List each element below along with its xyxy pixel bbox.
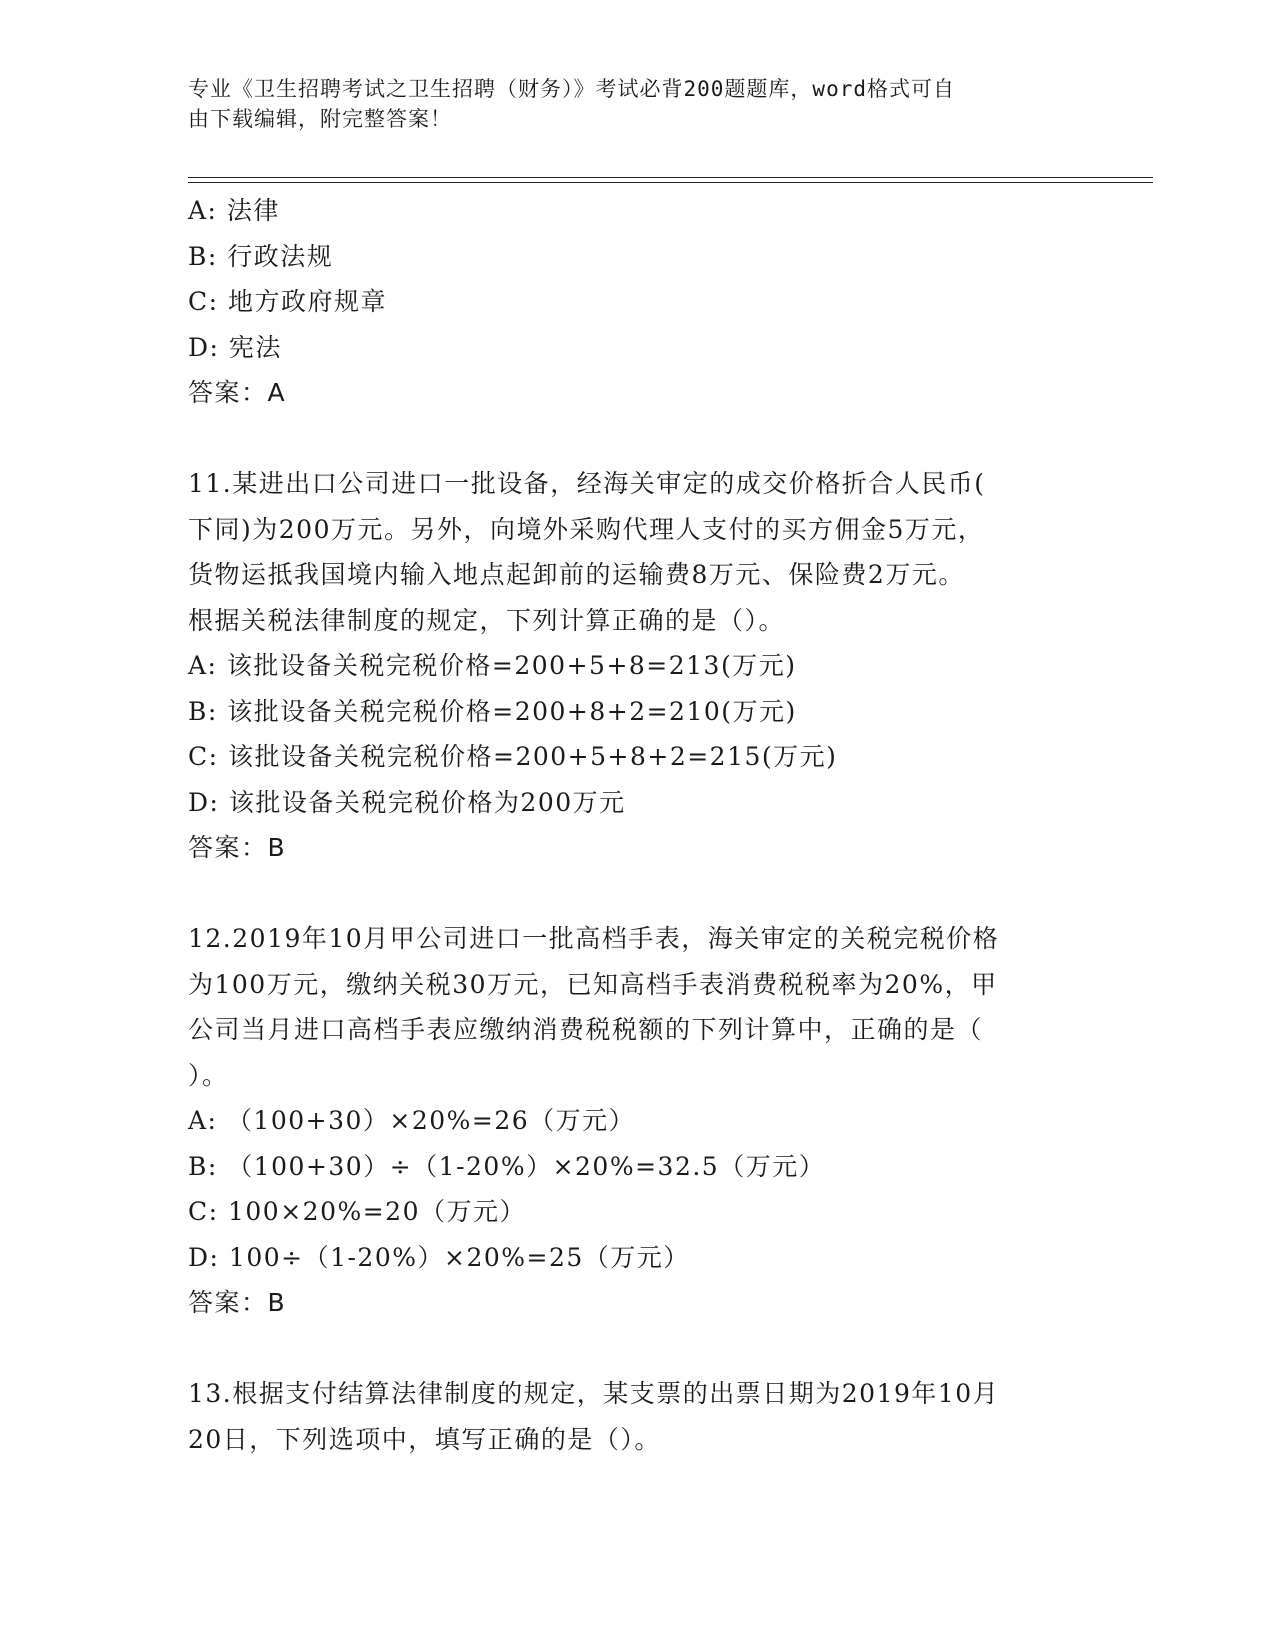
document-body [188, 188, 1068, 1462]
question-stem-line: 货物运抵我国境内输入地点起卸前的运输费8万元、保险费2万元。 [188, 560, 965, 589]
option-a: A: 该批设备关税完税价格=200+5+8=213(万元) [188, 651, 797, 680]
header-line: 专业《卫生招聘考试之卫生招聘（财务）》考试必背200题题库，word格式可自 [188, 77, 955, 101]
option-c: C: 100×20%=20（万元） [188, 1197, 526, 1226]
option-d: D: 100÷（1-20%）×20%=25（万元） [188, 1242, 690, 1272]
question-stem-line: 为100万元，缴纳关税30万元，已知高档手表消费税税率为20%，甲 [188, 969, 998, 999]
option-d: D: 该批设备关税完税价格为200万元 [188, 787, 626, 817]
header-divider [188, 182, 1153, 183]
question-11 [188, 461, 1068, 871]
question-stem-line: 20日，下列选项中，填写正确的是（）。 [188, 1424, 661, 1454]
header-line: 由下载编辑，附完整答案！ [188, 107, 452, 131]
option-a: A: 法律 [188, 196, 280, 225]
question-stem-line: 下同)为200万元。另外，向境外采购代理人支付的买方佣金5万元， [188, 514, 985, 544]
option-b: B: 行政法规 [188, 241, 334, 271]
question-stem-line: 13.根据支付结算法律制度的规定，某支票的出票日期为2019年10月 [188, 1379, 1000, 1408]
answer: 答案：B [188, 833, 287, 862]
question-12 [188, 916, 1068, 1326]
question-stem-line: 根据关税法律制度的规定，下列计算正确的是（）。 [188, 605, 786, 635]
answer: 答案：A [188, 378, 287, 407]
option-c: C: 该批设备关税完税价格=200+5+8+2=215(万元) [188, 742, 838, 771]
question-10 [188, 188, 1068, 416]
header-divider [188, 177, 1153, 178]
question-13 [188, 1371, 1068, 1462]
question-stem-line: 11.某进出口公司进口一批设备，经海关审定的成交价格折合人民币( [188, 469, 986, 498]
option-d: D: 宪法 [188, 332, 282, 362]
option-b: B: （100+30）÷（1-20%）×20%=32.5（万元） [188, 1151, 826, 1181]
option-c: C: 地方政府规章 [188, 287, 387, 316]
question-stem-line: 公司当月进口高档手表应缴纳消费税税额的下列计算中，正确的是（ [188, 1015, 984, 1044]
option-b: B: 该批设备关税完税价格=200+8+2=210(万元) [188, 696, 797, 726]
document-header [188, 74, 1068, 134]
question-stem-line: 12.2019年10月甲公司进口一批高档手表，海关审定的关税完税价格 [188, 924, 1000, 953]
option-a: A: （100+30）×20%=26（万元） [188, 1106, 636, 1135]
question-stem-line: ）。 [188, 1060, 229, 1090]
answer: 答案：B [188, 1288, 287, 1317]
